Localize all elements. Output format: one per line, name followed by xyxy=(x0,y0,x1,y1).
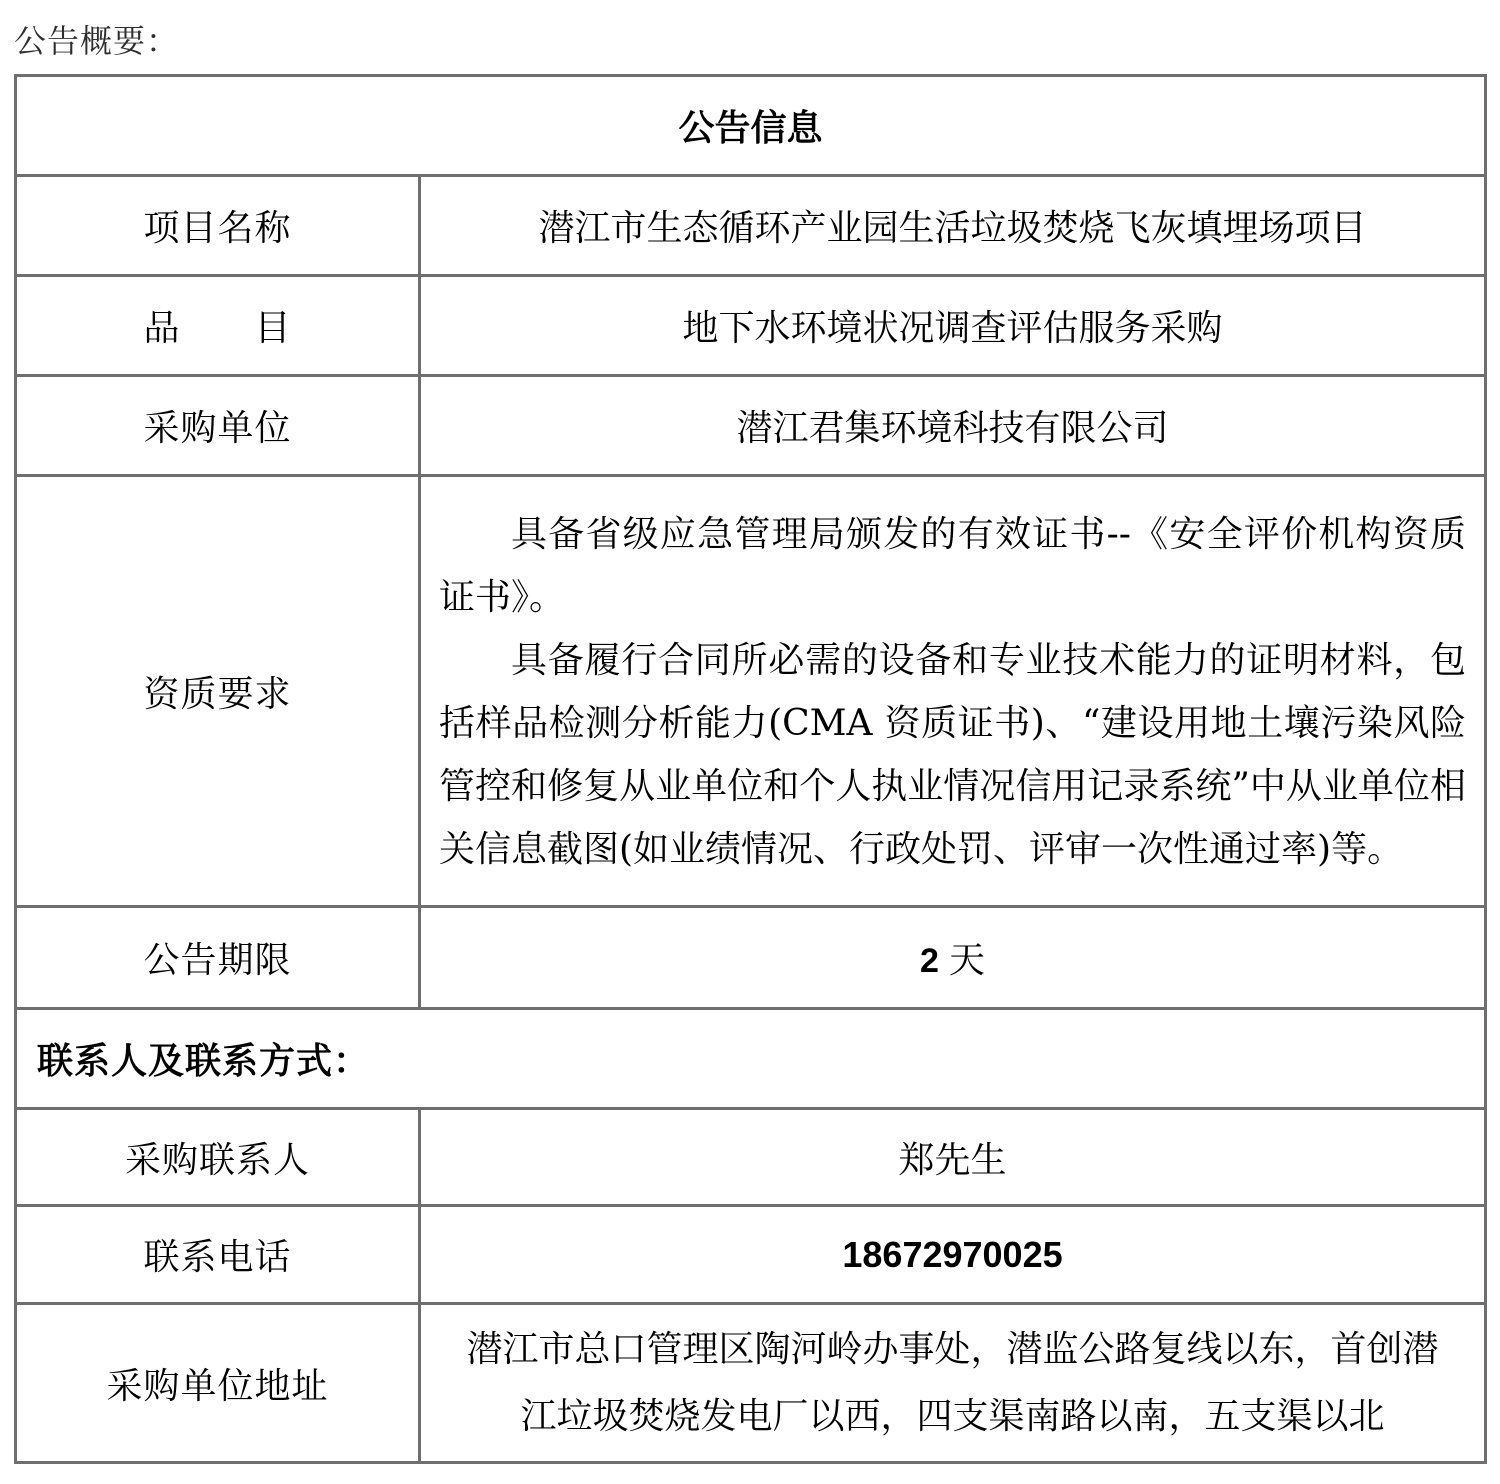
purchaser-label: 采购单位 xyxy=(16,376,420,476)
project-name-value: 潜江市生态循环产业园生活垃圾焚烧飞灰填埋场项目 xyxy=(420,176,1486,276)
purchaser-address-value: 潜江市总口管理区陶河岭办事处，潜监公路复线以东，首创潜江垃圾焚烧发电厂以西，四支渠南路以南，五支渠以北 xyxy=(420,1304,1486,1463)
row-qualification xyxy=(16,476,1486,907)
contact-phone-value: 18672970025 xyxy=(420,1206,1486,1304)
page-title: 公告概要： xyxy=(14,22,180,60)
purchaser-address-label: 采购单位地址 xyxy=(16,1304,420,1463)
row-contact-phone xyxy=(16,1206,1486,1304)
contact-section-title: 联系人及联系方式： xyxy=(16,1009,1486,1109)
row-purchaser xyxy=(16,376,1486,476)
table-header-row xyxy=(16,76,1486,176)
row-period xyxy=(16,907,1486,1009)
qualification-paragraph-1: 具备省级应急管理局颁发的有效证书--《安全评价机构资质证书》。 xyxy=(439,514,1467,618)
qualification-label: 资质要求 xyxy=(16,476,420,907)
row-contact-section xyxy=(16,1009,1486,1109)
period-value xyxy=(420,907,1486,1009)
contact-person-value: 郑先生 xyxy=(420,1109,1486,1206)
category-label: 品 目 xyxy=(16,276,420,376)
category-value: 地下水环境状况调查评估服务采购 xyxy=(420,276,1486,376)
table-header-title: 公告信息 xyxy=(16,76,1486,176)
row-contact-person xyxy=(16,1109,1486,1206)
project-name-label: 项目名称 xyxy=(16,176,420,276)
row-category xyxy=(16,276,1486,376)
row-purchaser-address xyxy=(16,1304,1486,1463)
row-project-name xyxy=(16,176,1486,276)
period-number: 2 xyxy=(920,942,939,980)
qualification-paragraph-2: 具备履行合同所必需的设备和专业技术能力的证明材料，包括样品检测分析能力(CMA 资质证书)、“建设用地土壤污染风险管控和修复从业单位和个人执业情况信用记录系统”中从业单位相关信息截图(如业绩情况、行政处罚、评审一次性通过率)等。 xyxy=(439,640,1467,870)
announcement-table xyxy=(14,74,1487,1464)
period-unit: 天 xyxy=(948,940,985,981)
period-label: 公告期限 xyxy=(16,907,420,1009)
qualification-value xyxy=(420,476,1486,907)
contact-phone-label: 联系电话 xyxy=(16,1206,420,1304)
purchaser-value: 潜江君集环境科技有限公司 xyxy=(420,376,1486,476)
contact-person-label: 采购联系人 xyxy=(16,1109,420,1206)
